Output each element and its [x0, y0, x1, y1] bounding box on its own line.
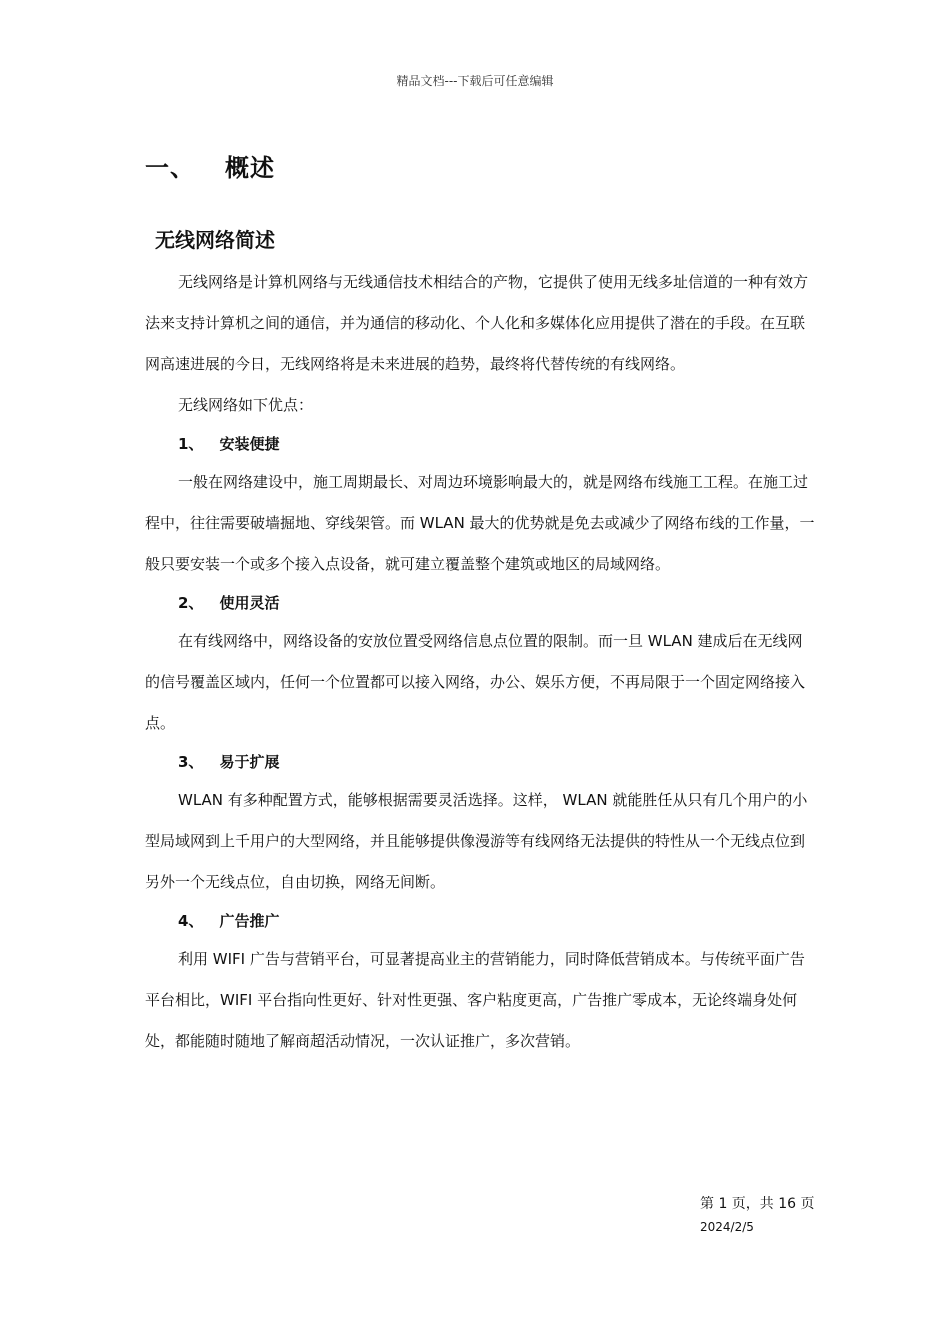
item-number: 4、	[178, 912, 204, 930]
item-heading	[145, 426, 817, 462]
item-title: 易于扩展	[219, 753, 280, 771]
item-paragraph: 利用 WIFI 广告与营销平台，可显著提高业主的营销能力，同时降低营销成本。与传统平面广告平台相比，WIFI 平台指向性更好、针对性更强、客户粘度更高，广告推广零成本，无论终端身处何处，都能随时随地了解商超活动情况，一次认证推广，多次营销。	[145, 950, 805, 1050]
item-title: 使用灵活	[219, 594, 280, 612]
chapter-number: 一、	[145, 154, 195, 182]
document-body	[145, 262, 817, 1062]
page-date: 2024/2/5	[700, 1220, 754, 1234]
item-paragraph: WLAN 有多种配置方式，能够根据需要灵活选择。这样， WLAN 就能胜任从只有几个用户的小型局域网到上千用户的大型网络，并且能够提供像漫游等有线网络无法提供的特性从一个无线点位到另外一个无线点位，自由切换，网络无间断。	[145, 791, 808, 891]
page-number: 第 1 页，共 16 页	[700, 1196, 815, 1212]
item-heading	[145, 903, 817, 939]
item-paragraph: 一般在网络建设中，施工周期最长、对周边环境影响最大的，就是网络布线施工工程。在施工过程中，往往需要破墙掘地、穿线架管。而 WLAN 最大的优势就是免去或减少了网络布线的工作量，一般只要安装一个或多个接入点设备，就可建立覆盖整个建筑或地区的局域网络。	[145, 473, 815, 573]
item-title: 广告推广	[219, 912, 280, 930]
item-number: 3、	[178, 753, 204, 771]
advantages-intro: 无线网络如下优点：	[178, 396, 314, 414]
section-heading: 无线网络简述	[155, 228, 275, 252]
item-heading	[145, 585, 817, 621]
item-title: 安装便捷	[219, 435, 280, 453]
chapter-title: 概述	[225, 154, 275, 182]
item-number: 1、	[178, 435, 204, 453]
item-paragraph: 在有线网络中，网络设备的安放位置受网络信息点位置的限制。而一旦 WLAN 建成后在无线网的信号覆盖区域内，任何一个位置都可以接入网络，办公、娱乐方便，不再局限于一个固定网络接入点。	[145, 632, 806, 732]
chapter-heading	[145, 148, 275, 183]
item-number: 2、	[178, 594, 204, 612]
item-heading	[145, 744, 817, 780]
intro-paragraph: 无线网络是计算机网络与无线通信技术相结合的产物，它提供了使用无线多址信道的一种有效方法来支持计算机之间的通信，并为通信的移动化、个人化和多媒体化应用提供了潜在的手段。在互联网高速进展的今日，无线网络将是未来进展的趋势，最终将代替传统的有线网络。	[145, 273, 809, 373]
page-header: 精品文档---下载后可任意编辑	[396, 74, 554, 88]
